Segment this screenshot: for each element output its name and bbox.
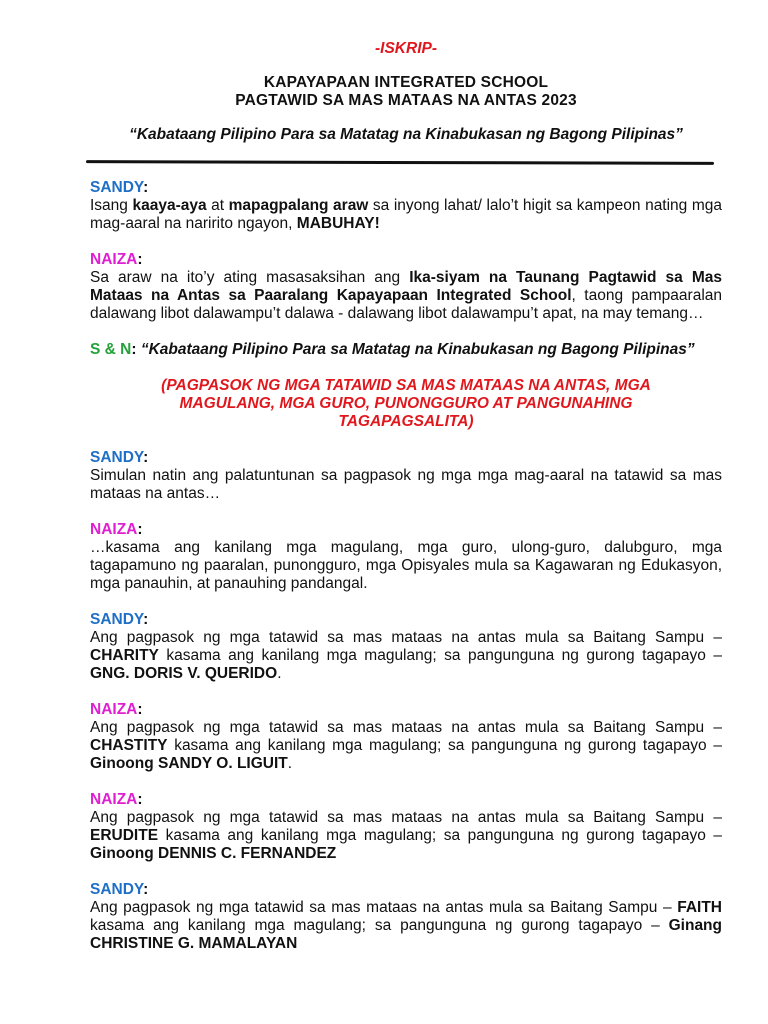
theme-line: “Kabataang Pilipino Para sa Matatag na Kinabukasan ng Bagong Pilipinas”	[129, 126, 683, 143]
speaker-name: NAIZA	[90, 791, 138, 808]
speaker-colon: :	[137, 791, 143, 808]
dialogue-text	[90, 197, 722, 233]
script-block-8	[90, 791, 722, 863]
adviser-name: Ginoong DENNIS C. FERNANDEZ	[90, 845, 337, 862]
script-block-3	[90, 341, 722, 359]
text-run: .	[277, 665, 282, 682]
divider-rule	[86, 160, 714, 165]
script-block-4	[90, 449, 722, 503]
school-name	[90, 74, 722, 110]
bold-run: kaaya-aya	[132, 197, 207, 214]
speaker-label	[90, 521, 722, 539]
dialogue-text: Simulan natin ang palatuntunan sa pagpasok ng mga mga mag-aaral na tatawid sa mas mataas na antas…	[90, 467, 722, 502]
section-name: ERUDITE	[90, 827, 159, 844]
text-run: Ang pagpasok ng mga tatawid sa mas mataas na antas mula sa Baitang Sampu –	[90, 809, 722, 826]
dialogue-text: …kasama ang kanilang mga magulang, mga guro, ulong-guro, dalubguro, mga tagapamuno ng paaralan, punongguro, mga Opisyales mula sa Kagawaran ng Edukasyon, mga panauhin, at panauhing pandangal.	[90, 539, 722, 592]
stage-direction	[90, 377, 722, 431]
script-block-9	[90, 881, 722, 953]
dialogue-text	[90, 629, 722, 683]
adviser-name: Ginang CHRISTINE G. MAMALAYAN	[90, 917, 722, 952]
adviser-name: GNG. DORIS V. QUERIDO	[90, 665, 278, 682]
text-run: kasama ang kanilang mga magulang; sa pangunguna ng gurong tagapayo –	[158, 647, 722, 664]
script-block-1	[90, 179, 722, 233]
bold-run: Ika-siyam na Taunang Pagtawid sa Mas Mataas na Antas sa Paaralang Kapayapaan Integrated School	[90, 269, 722, 304]
text-run: Isang	[90, 197, 133, 214]
script-block-2	[90, 251, 722, 323]
text-run: kasama ang kanilang mga magulang; sa pangunguna ng gurong tagapayo –	[158, 827, 722, 844]
dialogue-text	[90, 809, 722, 863]
text-run: .	[287, 755, 293, 772]
speaker-colon: :	[137, 701, 143, 718]
speaker-name: SANDY	[90, 179, 144, 196]
bold-run: mapagpalang araw	[228, 197, 369, 214]
text-run: sa inyong lahat/ lalo’t higit sa kampeon nating mga mag-aaral na naririto ngayon,	[90, 197, 722, 232]
speaker-colon: :	[137, 251, 143, 268]
script-block-6	[90, 611, 722, 683]
theme-quote: “Kabataang Pilipino Para sa Matatag na Kinabukasan ng Bagong Pilipinas”	[140, 341, 695, 358]
section-name: CHASTITY	[90, 737, 168, 754]
dialogue-text	[90, 341, 722, 359]
speaker-colon: :	[143, 881, 149, 898]
script-block-5	[90, 521, 722, 593]
adviser-name: Ginoong SANDY O. LIGUIT	[90, 755, 288, 772]
speaker-label	[90, 701, 722, 719]
speaker-name: SANDY	[90, 611, 144, 628]
speaker-name: NAIZA	[90, 251, 138, 268]
speaker-label	[90, 791, 722, 809]
speaker-colon: :	[143, 449, 149, 466]
text-run: at	[206, 197, 229, 214]
text-run: Sa araw na ito’y ating masasaksihan ang	[90, 269, 410, 286]
speaker-label	[90, 251, 722, 269]
speaker-label	[90, 449, 722, 467]
speaker-colon: :	[131, 341, 137, 358]
speaker-colon: :	[143, 179, 149, 196]
speaker-name: S & N	[90, 341, 132, 358]
dialogue-text	[90, 899, 722, 953]
speaker-label	[90, 881, 722, 899]
speaker-colon: :	[137, 521, 143, 538]
dialogue-text	[90, 719, 722, 773]
bold-run: MABUHAY!	[296, 215, 380, 232]
speaker-name: SANDY	[90, 449, 144, 466]
text-run: Ang pagpasok ng mga tatawid sa mas mataas na antas mula sa Baitang Sampu –	[90, 629, 722, 646]
text-run: Ang pagpasok ng mga tatawid sa mas mataas na antas mula sa Baitang Sampu –	[90, 719, 722, 736]
text-run: Ang pagpasok ng mga tatawid sa mas mataas na antas mula sa Baitang Sampu –	[90, 899, 678, 916]
script-block-7	[90, 701, 722, 773]
speaker-label	[90, 179, 722, 197]
school-name-line: KAPAYAPAAN INTEGRATED SCHOOL	[263, 74, 549, 91]
dialogue-text	[90, 269, 722, 323]
text-run: kasama ang kanilang mga magulang; sa pangunguna ng gurong tagapayo –	[167, 737, 722, 754]
stage-line: (PAGPASOK NG MGA TATAWID SA MAS MATAAS NA ANTAS, MGA	[161, 377, 651, 394]
text-run: , taong pampaaralan dalawang libot dalawampu’t dalawa - dalawang libot dalawampu’t apat, na may temang…	[90, 287, 723, 322]
stage-line: MAGULANG, MGA GURO, PUNONGGURO AT PANGUNAHING	[179, 395, 633, 412]
document-title: -ISKRIP-	[375, 40, 437, 57]
speaker-name: SANDY	[90, 881, 144, 898]
event-name-line: PAGTAWID SA MAS MATAAS NA ANTAS 2023	[235, 92, 577, 109]
text-run: kasama ang kanilang mga magulang; sa pangunguna ng gurong tagapayo –	[90, 917, 669, 934]
speaker-colon: :	[143, 611, 149, 628]
speaker-name: NAIZA	[90, 701, 138, 718]
speaker-name: NAIZA	[90, 521, 138, 538]
section-name: FAITH	[677, 899, 722, 916]
section-name: CHARITY	[90, 647, 159, 664]
speaker-label	[90, 611, 722, 629]
stage-line: TAGAPAGSALITA)	[338, 413, 474, 430]
script-page	[90, 38, 722, 953]
